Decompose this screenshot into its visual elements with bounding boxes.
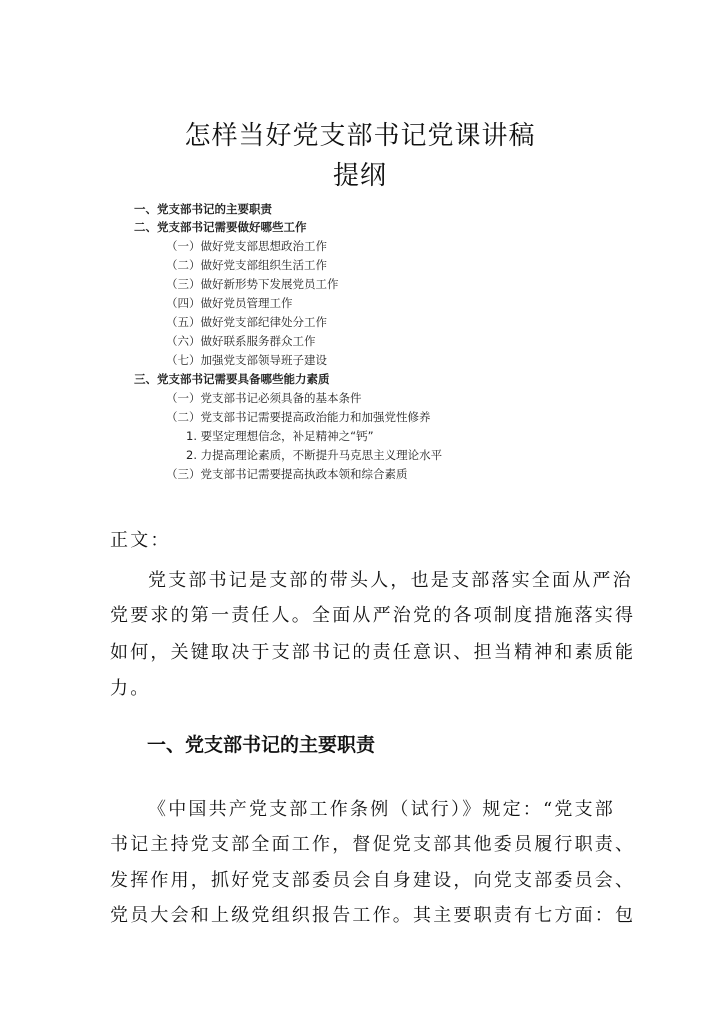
document-title: 怎样当好党支部书记党课讲稿 <box>184 121 536 151</box>
outline-item: （二）做好党支部组织生活工作 <box>166 258 327 272</box>
section-heading: 一、党支部书记的主要职责 <box>147 734 376 756</box>
document-subtitle: 提纲 <box>332 161 387 191</box>
paragraph-line: 党要求的第一责任人。全面从严治党的各项制度措施落实得 <box>110 605 636 626</box>
outline-item: 二、党支部书记需要做好哪些工作 <box>134 220 307 234</box>
outline-item: （一）做好党支部思想政治工作 <box>166 239 327 253</box>
paragraph-line: 书记主持党支部全面工作，督促党支部其他委员履行职责、 <box>110 834 636 855</box>
paragraph-line: 发挥作用，抓好党支部委员会自身建设，向党支部委员会、 <box>110 870 636 891</box>
outline-item: 1. 要坚定理想信念，补足精神之“钙” <box>186 429 374 443</box>
outline-item: （三）党支部书记需要提高执政本领和综合素质 <box>166 467 408 481</box>
outline-item: 三、党支部书记需要具备哪些能力素质 <box>134 372 330 386</box>
paragraph-line: 如何，关键取决于支部书记的责任意识、担当精神和素质能 <box>110 642 636 663</box>
outline-item: （三）做好新形势下发展党员工作 <box>166 277 339 291</box>
paragraph-line: 力。 <box>110 678 151 699</box>
outline-item: （五）做好党支部纪律处分工作 <box>166 315 327 329</box>
paragraph-line: 《中国共产党支部工作条例（试行）》规定：“党支部 <box>148 799 615 820</box>
outline-item: （二）党支部书记需要提高政治能力和加强党性修养 <box>166 410 431 424</box>
paragraph-line: 党支部书记是支部的带头人，也是支部落实全面从严治 <box>148 570 633 591</box>
outline-item: 一、党支部书记的主要职责 <box>134 202 272 216</box>
outline-item: （六）做好联系服务群众工作 <box>166 334 316 348</box>
body-label: 正文： <box>110 530 171 551</box>
outline-item: （四）做好党员管理工作 <box>166 296 293 310</box>
outline-item: （一）党支部书记必须具备的基本条件 <box>166 391 362 405</box>
outline-item: （七）加强党支部领导班子建设 <box>166 353 327 367</box>
outline-item: 2. 力提高理论素质，不断提升马克思主义理论水平 <box>186 448 443 462</box>
paragraph-line: 党员大会和上级党组织报告工作。其主要职责有七方面：包 <box>110 905 636 926</box>
